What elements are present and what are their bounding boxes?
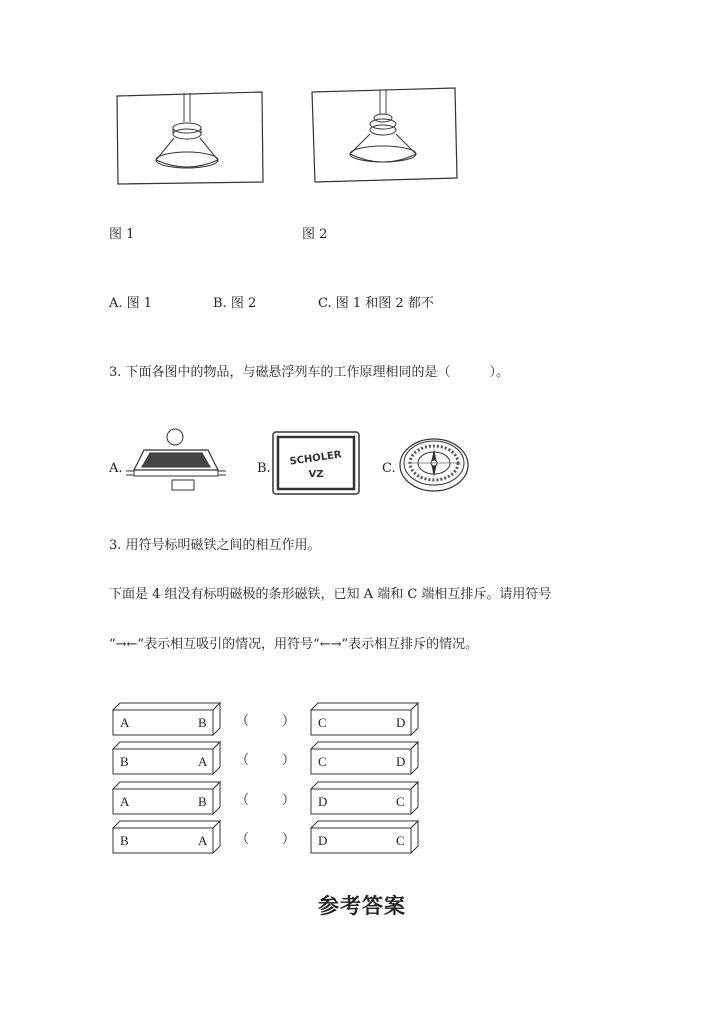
magnet-pole-label: B xyxy=(120,754,129,769)
option-b[interactable]: B. 图 2 xyxy=(213,296,257,311)
option-c[interactable]: C. 图 1 和图 2 都不 xyxy=(318,296,434,311)
maglev-option-b-label[interactable]: B. xyxy=(257,461,271,476)
answer-blank[interactable] xyxy=(252,787,282,807)
magnet-pole-label: B xyxy=(198,794,207,809)
answer-blank-open-paren: （ xyxy=(236,832,250,847)
question-3-instruction-line-1: 下面是 4 组没有标明磁极的条形磁铁，已知 A 端和 C 端相互排斥。请用符号 xyxy=(109,587,552,602)
magnet-pole-label: D xyxy=(318,833,328,848)
magnet-pair-row xyxy=(112,820,432,854)
magnetic-board-image xyxy=(272,431,360,499)
magnet-pair-row xyxy=(112,781,432,815)
magnet-pair-row xyxy=(112,741,432,775)
answer-blank-open-paren: （ xyxy=(236,753,250,768)
answer-blank-open-paren: （ xyxy=(236,793,250,808)
answer-blank-open-paren: （ xyxy=(236,714,250,729)
answer-blank-close-paren: ） xyxy=(282,714,296,729)
magnet-pole-label: D xyxy=(318,794,328,809)
answer-blank[interactable] xyxy=(252,708,282,728)
magnet-pole-label: D xyxy=(396,754,406,769)
magnet-pole-label: D xyxy=(396,715,406,730)
left-bar-magnet xyxy=(112,741,222,775)
magnet-pole-label: B xyxy=(120,833,129,848)
magnet-pole-label: C xyxy=(318,715,327,730)
answer-blank-close-paren: ） xyxy=(282,832,296,847)
board-text-top: SCHOLER xyxy=(288,449,343,468)
right-bar-magnet xyxy=(310,702,420,736)
figure-2-suction-cup xyxy=(309,86,461,184)
answer-blank-close-paren: ） xyxy=(282,793,296,808)
answer-blank-close-paren: ） xyxy=(282,753,296,768)
right-bar-magnet xyxy=(310,820,420,854)
compass-image xyxy=(398,435,470,497)
right-bar-magnet xyxy=(310,781,420,815)
maglev-option-c-label[interactable]: C. xyxy=(382,461,396,476)
board-text-bottom: VZ xyxy=(308,469,324,480)
left-bar-magnet xyxy=(112,820,222,854)
magnet-pole-label: C xyxy=(396,794,405,809)
magnet-pole-label: B xyxy=(198,715,207,730)
answer-blank[interactable] xyxy=(252,826,282,846)
magnet-pole-label: A xyxy=(120,715,130,730)
question-3-instruction-line-2: “→←”表示相互吸引的情况，用符号“←→”表示相互排斥的情况。 xyxy=(109,637,479,652)
left-bar-magnet xyxy=(112,702,222,736)
figure-2-caption: 图 2 xyxy=(302,227,328,242)
figure-1-suction-cup xyxy=(114,88,266,186)
answer-blank[interactable] xyxy=(252,747,282,767)
magnet-pole-label: C xyxy=(396,833,405,848)
right-bar-magnet xyxy=(310,741,420,775)
question-3-magnet-stem: 3. 用符号标明磁铁之间的相互作用。 xyxy=(109,538,321,553)
option-a[interactable]: A. 图 1 xyxy=(109,296,153,311)
question-3-maglev-stem: 3. 下面各图中的物品，与磁悬浮列车的工作原理相同的是（ ）。 xyxy=(109,365,510,380)
maglev-option-a-label[interactable]: A. xyxy=(109,461,123,476)
magnet-pair-row xyxy=(112,702,432,736)
answer-section-title: 参考答案 xyxy=(318,893,406,918)
magnet-pole-label: A xyxy=(198,833,208,848)
figure-1-caption: 图 1 xyxy=(109,227,135,242)
magnet-pole-label: C xyxy=(318,754,327,769)
magnet-pole-label: A xyxy=(198,754,208,769)
left-bar-magnet xyxy=(112,781,222,815)
magnet-pole-label: A xyxy=(120,794,130,809)
maglev-levitation-toy-image xyxy=(126,428,230,502)
